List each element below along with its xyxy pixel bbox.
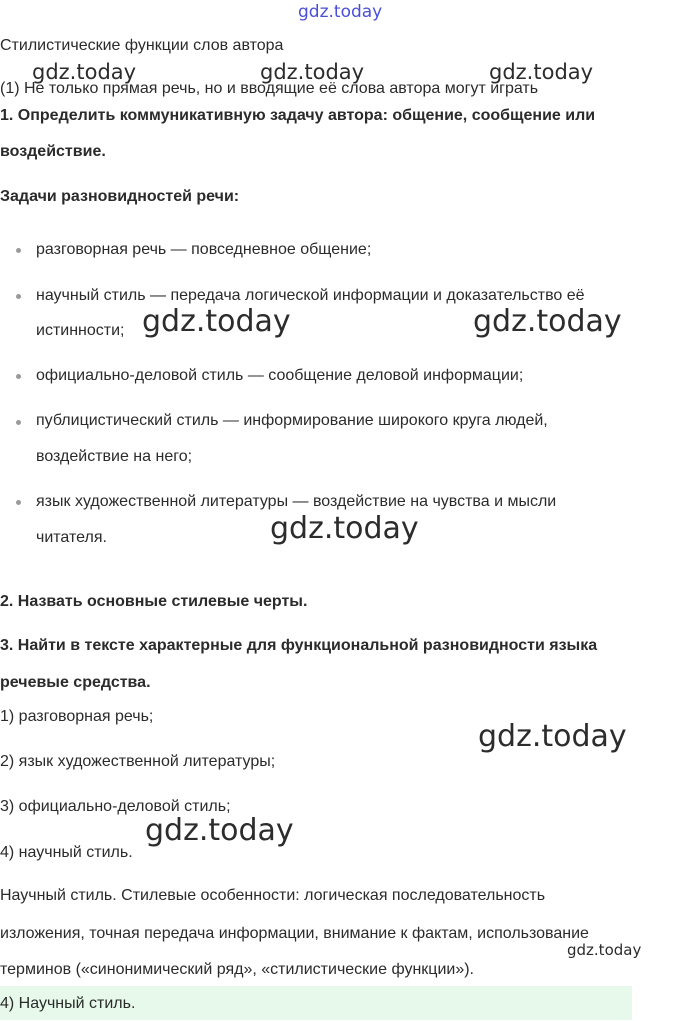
watermark: gdz.today	[260, 60, 365, 84]
watermark: gdz.today	[473, 304, 622, 339]
intro-line: (1) Не только прямая речь, но и вводящие её слова автора могут играть	[0, 80, 539, 97]
list-item-text-continued: читателя.	[36, 529, 107, 546]
tasks-heading: Задачи разновидностей речи:	[0, 188, 240, 205]
watermark: gdz.today	[142, 304, 291, 339]
explanation-line2: изложения, точная передача информации, внимание к фактам, использование	[0, 925, 589, 942]
explanation-line1: Научный стиль. Стилевые особенности: логическая последовательность	[0, 887, 546, 904]
step3-line1: 3. Найти в тексте характерные для функциональной разновидности языка	[0, 637, 598, 654]
list-item-text: публицистический стиль — информирование широкого круга людей,	[36, 412, 548, 429]
answer-text: 4) Научный стиль.	[0, 995, 136, 1012]
watermark: gdz.today	[270, 511, 419, 546]
bullet-icon	[16, 374, 21, 379]
explanation-line3: терминов («синонимический ряд», «стилистические функции»).	[0, 961, 474, 978]
watermark: gdz.today	[32, 60, 137, 84]
option-1: 1) разговорная речь;	[0, 708, 154, 725]
step1-line2: воздействие.	[0, 143, 106, 160]
bullet-icon	[16, 294, 21, 299]
step1-line1: 1. Определить коммуникативную задачу автора: общение, сообщение или	[0, 107, 596, 124]
watermark: gdz.today	[478, 719, 627, 754]
option-2: 2) язык художественной литературы;	[0, 753, 276, 770]
step3-line2: речевые средства.	[0, 674, 151, 691]
list-item-text: официально-деловой стиль — сообщение деловой информации;	[36, 367, 524, 384]
list-item-text-continued: истинности;	[36, 322, 125, 339]
step2: 2. Назвать основные стилевые черты.	[0, 593, 308, 610]
watermark: gdz.today	[145, 813, 294, 848]
watermark: gdz.today	[489, 60, 594, 84]
intro-title: Стилистические функции слов автора	[0, 37, 284, 54]
watermark: gdz.today	[567, 941, 642, 959]
option-3: 3) официально-деловой стиль;	[0, 798, 231, 815]
list-item-text: научный стиль — передача логической информации и доказательство её	[36, 287, 585, 304]
list-item-text: язык художественной литературы — воздействие на чувства и мысли	[36, 493, 557, 510]
header-watermark: gdz.today	[298, 2, 383, 22]
bullet-icon	[16, 420, 21, 425]
bullet-icon	[16, 500, 21, 505]
list-item-text: разговорная речь — повседневное общение;	[36, 241, 372, 258]
list-item-text-continued: воздействие на него;	[36, 448, 193, 465]
option-4: 4) научный стиль.	[0, 844, 133, 861]
bullet-icon	[16, 248, 21, 253]
